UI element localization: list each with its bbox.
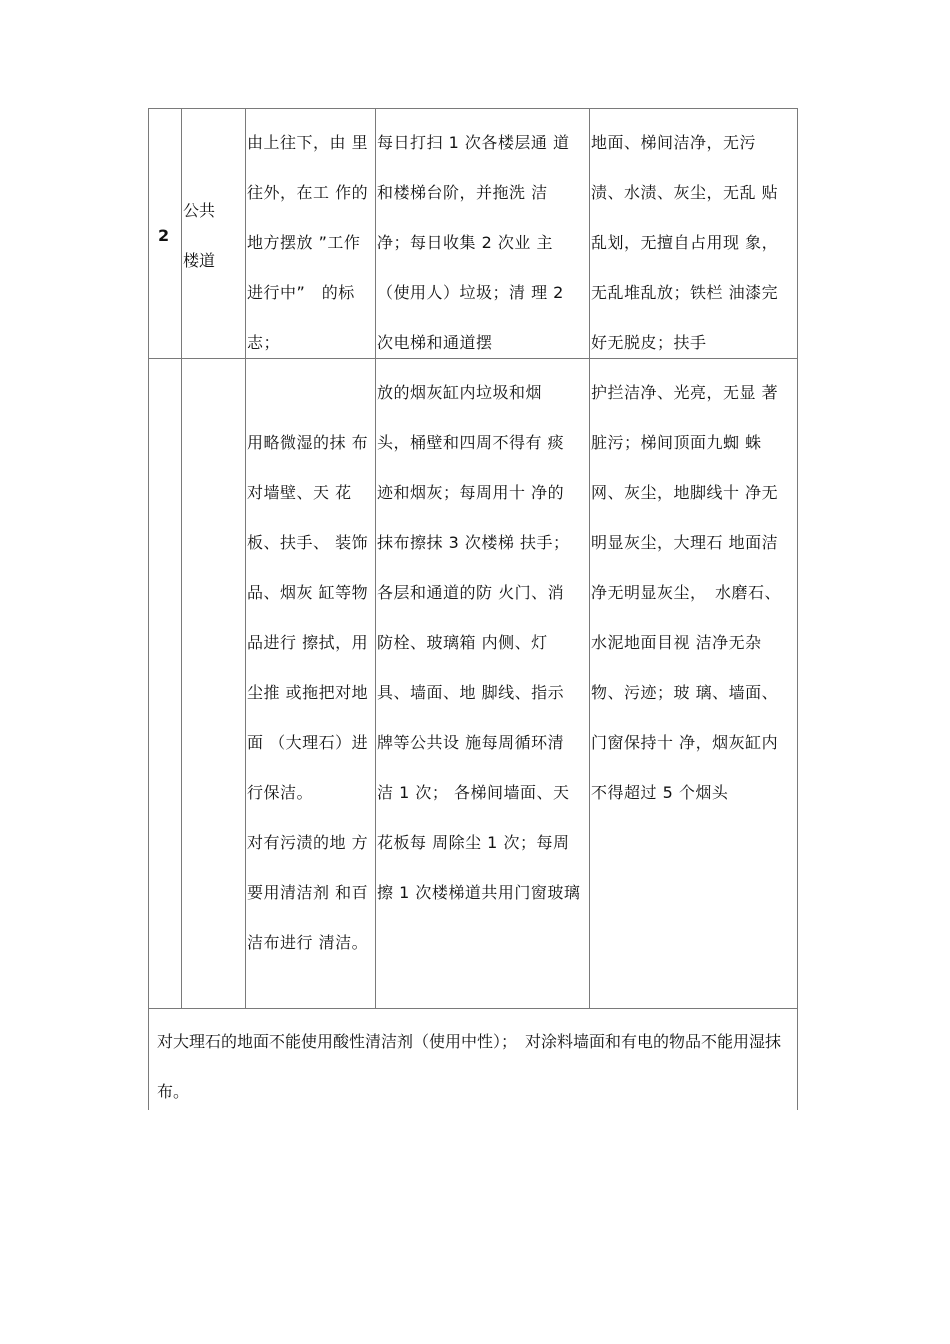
text-line: 每日打扫 1 次各楼层通 道 <box>377 133 570 152</box>
text-line: 各层和通道的防 火门、消 <box>377 583 565 602</box>
text-line: 用略微湿的抹 布 <box>247 433 369 452</box>
column-divider <box>375 108 376 1008</box>
text-line: 物、污迹；玻 璃、墙面、 <box>591 683 779 702</box>
text-line: 地面、梯间洁净，无污 <box>591 133 757 152</box>
text-line: 迹和烟灰；每周用十 净的 <box>377 483 565 502</box>
text-line: 洁 1 次； 各梯间墙面、天 <box>377 783 570 802</box>
text-line: 擦 1 次楼梯道共用门窗玻璃 <box>377 883 581 902</box>
standard-cell <box>591 118 797 368</box>
text-line: 品进行 擦拭，用 <box>247 633 369 652</box>
text-line: 对有污渍的地 方 <box>247 833 369 852</box>
item-number: 2 <box>158 226 170 245</box>
text-line: 门窗保持十 净，烟灰缸内 <box>591 733 779 752</box>
text-line: 品、烟灰 缸等物 <box>247 583 369 602</box>
row-divider <box>148 1008 798 1009</box>
method-cell <box>247 418 375 968</box>
text-line: 抹布擦抹 3 次楼梯 扶手； <box>377 533 570 552</box>
text-line: 渍、水渍、灰尘，无乱 贴 <box>591 183 779 202</box>
text-line: 脏污；梯间顶面九蜘 蛛 <box>591 433 762 452</box>
text-line: 牌等公共设 施每周循环清 <box>377 733 565 752</box>
text-line: 由上往下，由 里 <box>247 133 369 152</box>
text-line: 乱划，无擅自占用现 象， <box>591 233 779 252</box>
column-divider <box>181 108 182 1008</box>
column-divider <box>245 108 246 1008</box>
standard-cell <box>591 368 797 818</box>
text-line: 无乱堆乱放；铁栏 油漆完 <box>591 283 779 302</box>
text-line: 洁布进行 清洁。 <box>247 933 369 952</box>
text-line: 进行中” 的标 <box>247 283 355 302</box>
text-line: 水泥地面目视 洁净无杂 <box>591 633 762 652</box>
row-divider <box>148 108 798 109</box>
text-line: 次电梯和通道摆 <box>377 333 493 352</box>
area-cell <box>183 186 215 286</box>
text-line: 面 （大理石）进 <box>247 733 369 752</box>
method-cell <box>247 118 375 368</box>
text-line: 志； <box>247 333 281 352</box>
text-line: （使用人）垃圾；清 理 2 <box>377 283 564 302</box>
note-text: 对大理石的地面不能使用酸性清洁剂（使用中性）； 对涂料墙面和有电的物品不能用湿抹布。 <box>157 1032 782 1101</box>
text-line: 和楼梯台阶，并拖洗 洁 <box>377 183 548 202</box>
table-border-right <box>797 108 798 1110</box>
text-line: 不得超过 5 个烟头 <box>591 783 729 802</box>
text-line: 放的烟灰缸内垃圾和烟 <box>377 383 543 402</box>
text-line: 网、灰尘，地脚线十 净无 <box>591 483 779 502</box>
text-line: 头，桶壁和四周不得有 痰 <box>377 433 565 452</box>
text-line: 板、扶手、 装饰 <box>247 533 369 552</box>
text-line: 具、墙面、地 脚线、指示 <box>377 683 565 702</box>
text-line: 明显灰尘，大理石 地面洁 <box>591 533 779 552</box>
text-line: 行保洁。 <box>247 783 314 802</box>
text-line: 防栓、玻璃箱 内侧、灯 <box>377 633 548 652</box>
text-line: 地方摆放 ”工作 <box>247 233 361 252</box>
area-line: 楼道 <box>183 251 216 270</box>
text-line: 尘推 或拖把对地 <box>247 683 369 702</box>
text-line: 要用清洁剂 和百 <box>247 883 369 902</box>
text-line: 净无明显灰尘， 水磨石、 <box>591 583 782 602</box>
text-line: 好无脱皮；扶手 <box>591 333 707 352</box>
text-line: 往外，在工 作的 <box>247 183 369 202</box>
table-border-left <box>148 108 149 1110</box>
text-line: 护拦洁净、光亮，无显 著 <box>591 383 779 402</box>
text-line: 对墙壁、天 花 <box>247 483 352 502</box>
text-line: 净；每日收集 2 次业 主 <box>377 233 553 252</box>
frequency-cell <box>377 118 589 368</box>
column-divider <box>589 108 590 1008</box>
frequency-cell <box>377 368 589 918</box>
area-line: 公共 <box>183 201 216 220</box>
text-line: 花板每 周除尘 1 次；每周 <box>377 833 570 852</box>
